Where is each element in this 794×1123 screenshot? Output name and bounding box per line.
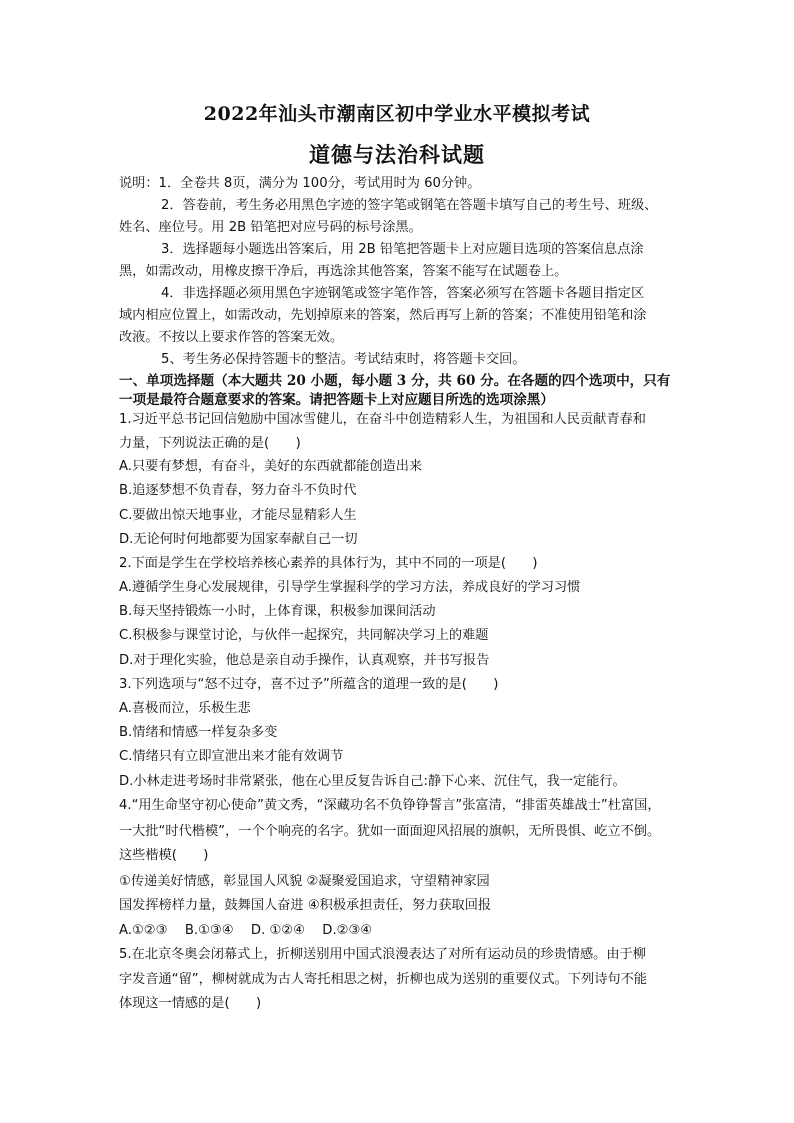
question-1-option-c: C.要做出惊天地事业，才能尽显精彩人生 — [119, 508, 357, 523]
subject-title: 道德与法治科试题 — [309, 142, 485, 167]
question-4-stem: 一大批“时代楷模”，一个个响亮的名字。犹如一面面迎风招展的旗帜，无所畏惧、屹立不倒。 — [119, 824, 661, 839]
instruction-line: 5、考生务必保持答题卡的整洁。考试结束时，将答题卡交回。 — [161, 352, 526, 367]
question-4-options: A.①②③ B.①③④ D. ①②④ D.②③④ — [119, 923, 373, 938]
instruction-line: 说明：1．全卷共 8页，满分为 100分，考试用时为 60分钟。 — [119, 176, 481, 191]
question-5-stem: 字发音通“留”，柳树就成为古人寄托相思之树，折柳也成为送别的重要仪式。下列诗句不能 — [119, 972, 647, 987]
question-1-option-b: B.追逐梦想不负青春，努力奋斗不负时代 — [119, 483, 357, 498]
question-3-option-b: B.情绪和情感一样复杂多变 — [119, 725, 278, 740]
question-2-option-a: A.遵循学生身心发展规律，引导学生掌握科学的学习方法，养成良好的学习习惯 — [119, 580, 581, 595]
question-4-statement: ①传递美好情感，彰显国人风貌 ②凝聚爱国追求，守望精神家园 — [119, 874, 490, 889]
instruction-line: 域内相应位置上，如需改动，先划掉原来的答案，然后再写上新的答案；不准使用铅笔和涂 — [119, 308, 647, 323]
section-heading: 一、单项选择题（本大题共 20 小题，每小题 3 分，共 60 分。在各题的四个选项中，只有 — [119, 373, 671, 389]
question-2-option-d: D.对于理化实验，他总是亲自动手操作，认真观察，并书写报告 — [119, 653, 490, 668]
question-2-option-c: C.积极参与课堂讨论，与伙伴一起探究，共同解决学习上的难题 — [119, 628, 489, 643]
instruction-line: 改液。不按以上要求作答的答案无效。 — [119, 330, 344, 345]
question-3-option-d: D.小林走进考场时非常紧张，他在心里反复告诉自己:静下心来、沉住气，我一定能行。 — [119, 774, 626, 789]
question-1-option-d: D.无论何时何地都要为国家奉献自己一切 — [119, 532, 358, 547]
instruction-line: 姓名、座位号。用 2B 铅笔把对应号码的标号涂黑。 — [119, 220, 422, 235]
instruction-line: 4．非选择题必须用黑色字迹钢笔或签字笔作答，答案必须写在答题卡各题目指定区 — [161, 286, 645, 301]
question-4-stem: 4.“用生命坚守初心使命”黄文秀，“深藏功名不负铮铮誓言”张富清，“排雷英雄战士”杜富国， — [119, 798, 661, 813]
section-heading: 一项是最符合题意要求的答案。请把答题卡上对应题目所选的选项涂黑） — [119, 392, 554, 408]
question-5-stem: 体现这一情感的是( ) — [119, 996, 262, 1011]
question-2-option-b: B.每天坚持锻炼一小时，上体育课，积极参加课间活动 — [119, 604, 436, 619]
exam-title: 2022年汕头市潮南区初中学业水平模拟考试 — [203, 103, 591, 125]
question-3-option-c: C.情绪只有立即宣泄出来才能有效调节 — [119, 749, 344, 764]
question-4-statement: 国发挥榜样力量，鼓舞国人奋进 ④积极承担责任，努力获取回报 — [119, 898, 492, 913]
question-4-stem: 这些楷模( ) — [119, 848, 209, 863]
question-2-stem: 2.下面是学生在学校培养核心素养的具体行为，其中不同的一项是( ) — [119, 556, 538, 571]
instruction-line: 黑，如需改动，用橡皮擦干净后，再选涂其他答案，答案不能写在试题卷上。 — [119, 264, 568, 279]
instruction-line: 3．选择题每小题选出答案后，用 2B 铅笔把答题卡上对应题目选项的答案信息点涂 — [161, 242, 644, 257]
instruction-line: 2．答卷前，考生务必用黑色字迹的签字笔或钢笔在答题卡填写自己的考生号、班级、 — [161, 198, 658, 213]
question-1-stem: 力量，下列说法正确的是( ) — [119, 436, 301, 451]
question-3-stem: 3.下列选项与“怒不过夺，喜不过予”所蕴含的道理一致的是( ) — [119, 677, 499, 692]
question-1-stem: 1.习近平总书记回信勉励中国冰雪健儿，在奋斗中创造精彩人生，为祖国和人民贡献青春和 — [119, 412, 646, 427]
question-5-stem: 5.在北京冬奥会闭幕式上，折柳送别用中国式浪漫表达了对所有运动员的珍贵情感。由于柳 — [119, 947, 646, 962]
question-1-option-a: A.只要有梦想，有奋斗，美好的东西就都能创造出来 — [119, 459, 423, 474]
question-3-option-a: A.喜极而泣，乐极生悲 — [119, 701, 251, 716]
